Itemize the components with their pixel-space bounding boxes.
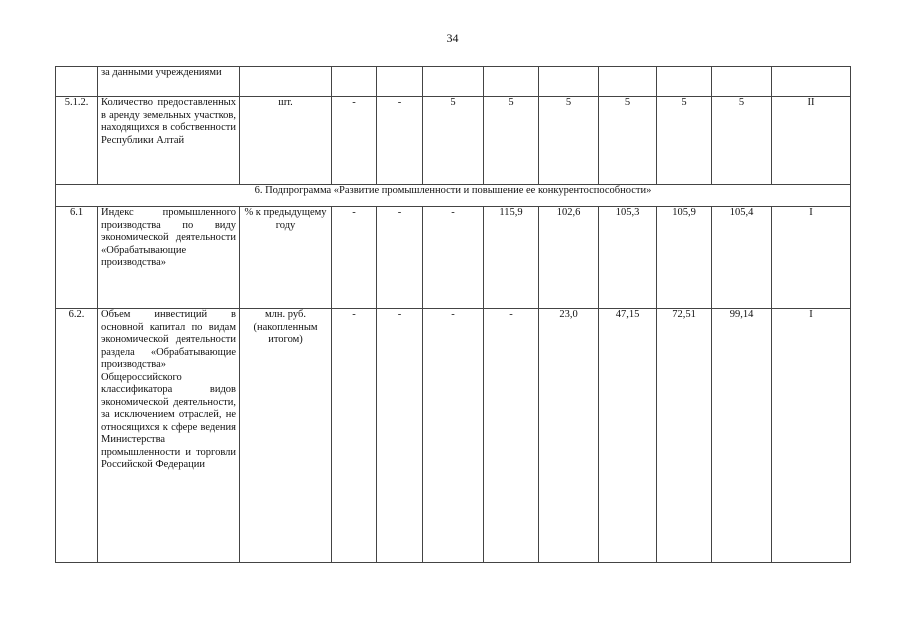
table-row [56,97,851,185]
value-cell: - [377,97,423,185]
table-row [56,67,851,97]
row-number: 5.1.2. [56,97,98,185]
value-cell: 5 [599,97,657,185]
value-cell: 47,15 [599,309,657,563]
indicator-name: Количество предоставленных в аренду земельных участков, находящихся в собственности Республики Алтай [98,97,240,185]
value-cell: 23,0 [539,309,599,563]
indicator-name: Объем инвестиций в основной капитал по видам экономической деятельности раздела «Обрабатывающие производства» Общероссийского классификатора видов экономической деятельности, за исключением отраслей, не относящихся к сфере ведения Министерства промышленности и торговли Российской Федерации [98,309,240,563]
section-row [56,185,851,207]
value-cell: 105,4 [712,207,772,309]
indicators-table [55,66,851,563]
indicator-name: Индекс промышленного производства по виду экономической деятельности «Обрабатывающие производства» [98,207,240,309]
value-cell [423,67,484,97]
value-cell: - [423,207,484,309]
value-cell: - [332,207,377,309]
unit [240,67,332,97]
value-cell: 5 [423,97,484,185]
value-cell: - [423,309,484,563]
value-cell: 72,51 [657,309,712,563]
value-cell [657,67,712,97]
row-number [56,67,98,97]
unit: млн. руб. (накопленным итогом) [240,309,332,563]
value-cell: 99,14 [712,309,772,563]
value-cell [484,67,539,97]
page-number: 34 [446,31,459,45]
value-cell: - [332,309,377,563]
value-cell: 5 [657,97,712,185]
section-title: 6. Подпрограмма «Развитие промышленности и повышение ее конкурентоспособности» [56,185,851,207]
value-cell: 115,9 [484,207,539,309]
value-cell: 5 [539,97,599,185]
value-cell: - [484,309,539,563]
table-row [56,309,851,563]
value-cell [712,67,772,97]
value-cell: 5 [712,97,772,185]
value-cell [332,67,377,97]
unit: % к предыдущему году [240,207,332,309]
category-cell [772,67,851,97]
value-cell: 102,6 [539,207,599,309]
value-cell [377,67,423,97]
indicator-name: за данными учреждениями [98,67,240,97]
unit: шт. [240,97,332,185]
value-cell: 105,3 [599,207,657,309]
row-number: 6.1 [56,207,98,309]
value-cell [539,67,599,97]
category-cell: I [772,207,851,309]
value-cell [599,67,657,97]
value-cell: - [377,309,423,563]
category-cell: II [772,97,851,185]
value-cell: 5 [484,97,539,185]
category-cell: I [772,309,851,563]
value-cell: - [377,207,423,309]
row-number: 6.2. [56,309,98,563]
table-row [56,207,851,309]
value-cell: - [332,97,377,185]
value-cell: 105,9 [657,207,712,309]
